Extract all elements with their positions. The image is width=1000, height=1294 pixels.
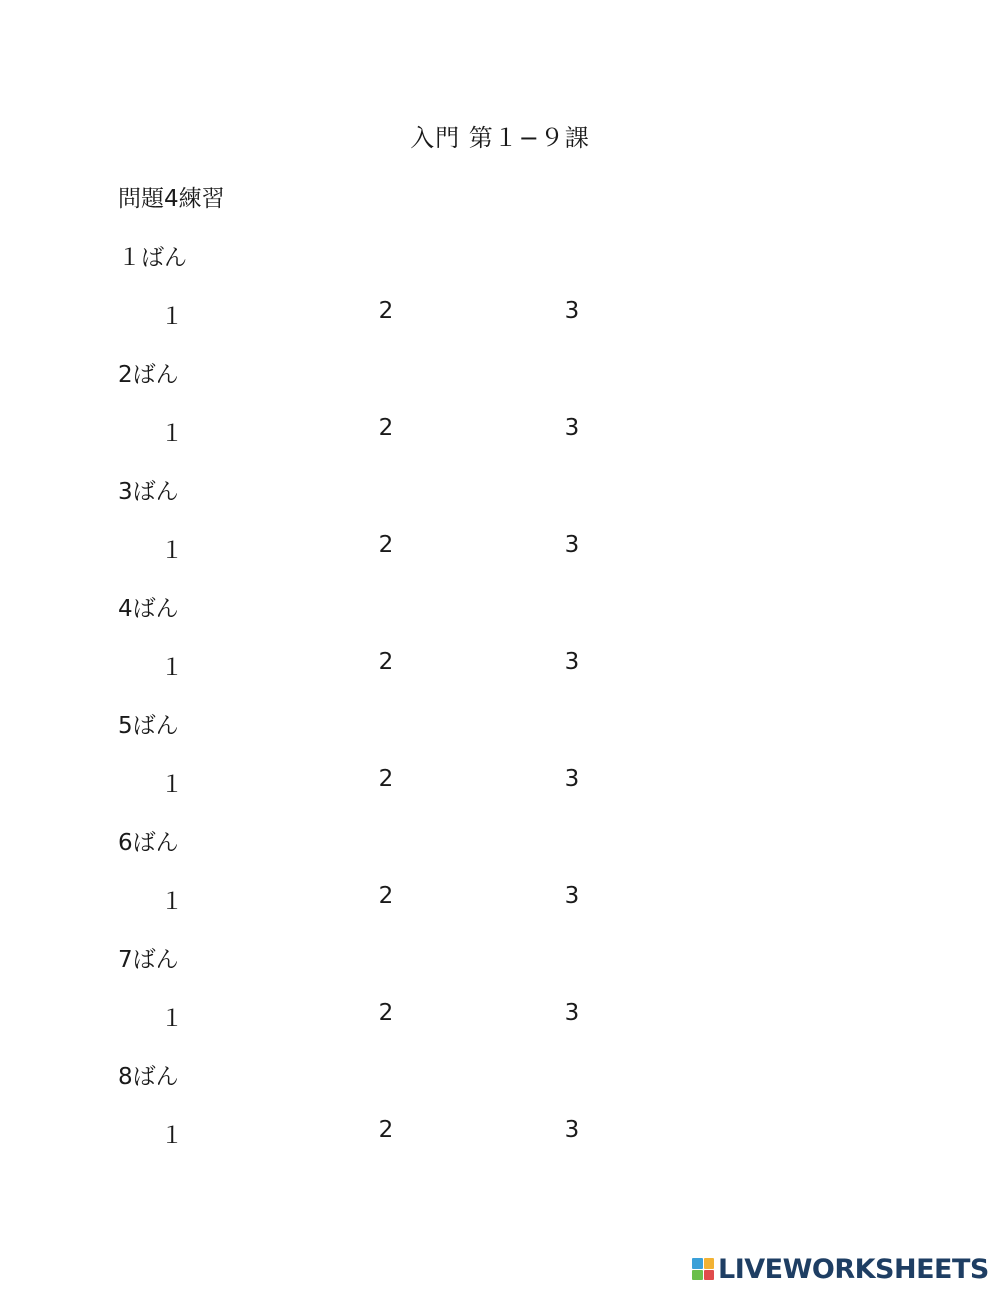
choice-option[interactable]: 2	[378, 1117, 394, 1143]
choice-option[interactable]: 2	[378, 883, 394, 909]
choice-option[interactable]: 2	[378, 415, 394, 441]
question-label: 3ばん	[118, 479, 179, 505]
choice-option[interactable]: 3	[564, 649, 580, 675]
choice-option[interactable]: １	[160, 538, 184, 564]
choice-option[interactable]: 3	[564, 1117, 580, 1143]
section-heading: 問題4練習	[118, 186, 225, 212]
question-label: 7ばん	[118, 947, 179, 973]
question-block	[0, 473, 1000, 590]
question-label: 8ばん	[118, 1064, 179, 1090]
question-block	[0, 590, 1000, 707]
question-block	[0, 941, 1000, 1058]
choice-option[interactable]: １	[160, 655, 184, 681]
choice-option[interactable]: １	[160, 1123, 184, 1149]
liveworksheets-logo-icon	[692, 1258, 714, 1280]
choice-option[interactable]: １	[160, 889, 184, 915]
liveworksheets-brand	[692, 1254, 989, 1284]
choice-option[interactable]: 2	[378, 766, 394, 792]
question-label: １ばん	[118, 245, 187, 271]
question-label: 6ばん	[118, 830, 179, 856]
question-label: 5ばん	[118, 713, 179, 739]
choice-option[interactable]: 2	[378, 1000, 394, 1026]
choice-option[interactable]: 2	[378, 298, 394, 324]
page-title: 入門 第１−９課	[410, 124, 590, 152]
logo-tile	[692, 1270, 703, 1281]
choice-option[interactable]: １	[160, 304, 184, 330]
choice-option[interactable]: １	[160, 1006, 184, 1032]
question-block	[0, 239, 1000, 356]
choice-option[interactable]: 3	[564, 883, 580, 909]
choice-option[interactable]: 3	[564, 766, 580, 792]
choice-option[interactable]: １	[160, 772, 184, 798]
choice-option[interactable]: 3	[564, 298, 580, 324]
choice-option[interactable]: 3	[564, 415, 580, 441]
brand-text: LIVEWORKSHEETS	[718, 1253, 989, 1285]
choice-option[interactable]: 3	[564, 532, 580, 558]
question-block	[0, 707, 1000, 824]
choice-option[interactable]: １	[160, 421, 184, 447]
logo-tile	[704, 1258, 715, 1269]
choice-option[interactable]: 2	[378, 649, 394, 675]
question-block	[0, 1058, 1000, 1175]
choice-option[interactable]: 3	[564, 1000, 580, 1026]
question-block	[0, 356, 1000, 473]
question-block	[0, 824, 1000, 941]
logo-tile	[692, 1258, 703, 1269]
question-label: 4ばん	[118, 596, 179, 622]
question-label: 2ばん	[118, 362, 179, 388]
logo-tile	[704, 1270, 715, 1281]
choice-option[interactable]: 2	[378, 532, 394, 558]
